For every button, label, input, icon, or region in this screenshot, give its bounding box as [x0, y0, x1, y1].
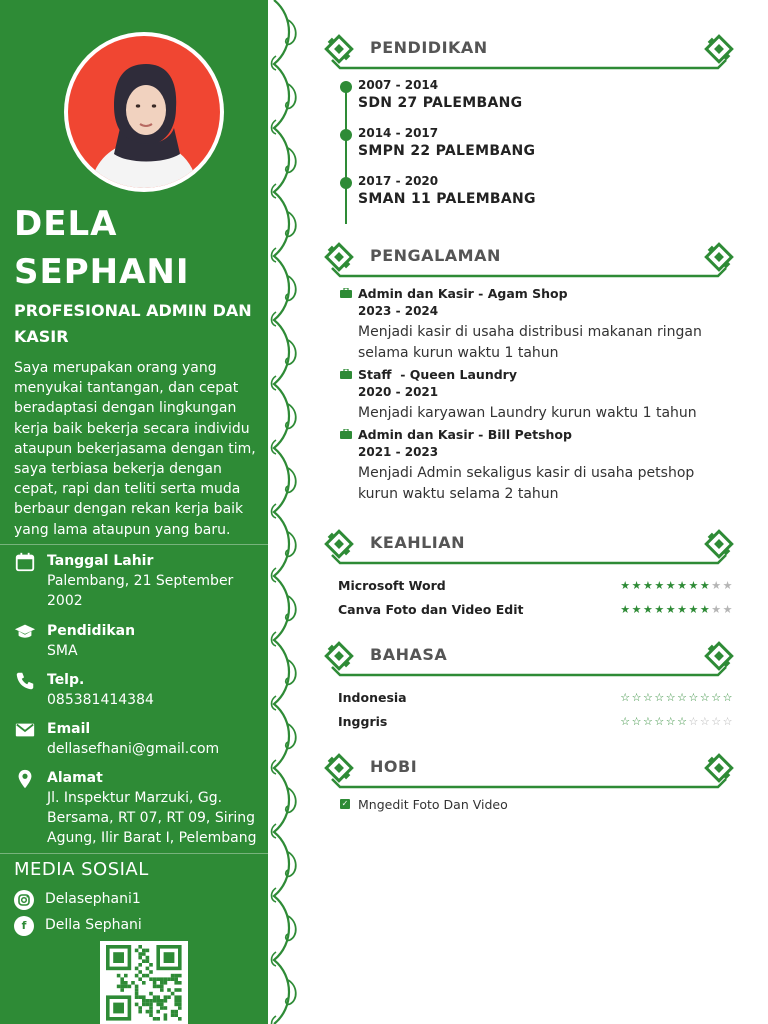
- timeline-dot: [340, 81, 352, 93]
- experience-item: [340, 427, 740, 507]
- language-rating: [620, 715, 734, 728]
- star-icon: ★: [699, 579, 712, 592]
- section-skills-header: [322, 525, 736, 569]
- star-icon: ☆: [631, 691, 643, 704]
- language-rating: [620, 691, 734, 704]
- info-address: [14, 768, 268, 850]
- instagram-handle: Delasephani1: [45, 891, 141, 907]
- hobby-item: [340, 797, 640, 813]
- qr-code: [100, 941, 188, 1024]
- full-name: [14, 200, 264, 296]
- info-label: Tanggal Lahir: [47, 553, 154, 569]
- section-title: HOBI: [370, 757, 418, 776]
- social-heading: MEDIA SOSIAL: [14, 859, 149, 880]
- education-years: 2007 - 2014: [358, 78, 439, 92]
- profile-photo: [68, 36, 220, 188]
- star-icon: ★: [688, 603, 700, 616]
- star-icon: ☆: [665, 715, 678, 728]
- star-icon: ★: [665, 603, 678, 616]
- star-icon: ☆: [643, 715, 655, 728]
- graduation-cap-icon: [14, 621, 36, 643]
- star-icon: ★: [654, 579, 666, 592]
- language-name: Inggris: [338, 714, 388, 729]
- section-title: PENGALAMAN: [370, 246, 501, 265]
- language-name: Indonesia: [338, 690, 407, 705]
- phone-icon: [14, 670, 36, 692]
- section-experience-header: [322, 238, 736, 282]
- sidebar: [0, 0, 268, 1024]
- language-row: [338, 714, 738, 732]
- instagram-icon: [14, 890, 34, 910]
- education-item: [340, 78, 720, 114]
- briefcase-icon: [340, 429, 352, 439]
- experience-role: Staff - Queen Laundry: [358, 367, 517, 382]
- star-icon: ☆: [722, 691, 734, 704]
- section-title: BAHASA: [370, 645, 448, 664]
- skill-row: [338, 578, 738, 596]
- education-years: 2014 - 2017: [358, 126, 439, 140]
- briefcase-icon: [340, 369, 352, 379]
- profile-summary: Saya merupakan orang yang menyukai tantangan, dan cepat beradaptasi dengan lingkungan kerja baik bekerja secara individu ataupun bekerjasama dengan tim, saya terbiasa bekerja dengan cepat, rapi dan teliti serta muda berbaur dengan rekan kerja baik yang lama ataupun yang baru.: [14, 360, 256, 538]
- education-school: SDN 27 PALEMBANG: [358, 95, 523, 111]
- star-icon: ☆: [654, 691, 666, 704]
- star-icon: ☆: [620, 715, 632, 728]
- section-title: KEAHLIAN: [370, 533, 466, 552]
- skill-row: [338, 602, 738, 620]
- hobby-text: Mngedit Foto Dan Video: [358, 797, 508, 812]
- star-icon: ☆: [643, 691, 655, 704]
- star-icon: ★: [631, 579, 643, 592]
- star-icon: ★: [643, 603, 655, 616]
- star-icon: ☆: [688, 691, 700, 704]
- info-value: Palembang, 21 September 2002: [47, 573, 234, 609]
- experience-years: 2020 - 2021: [358, 385, 439, 399]
- last-name: SEPHANI: [14, 252, 190, 292]
- facebook-icon: f: [14, 916, 34, 936]
- star-icon: ☆: [711, 715, 723, 728]
- star-icon: ☆: [688, 715, 700, 728]
- info-email: [14, 719, 268, 761]
- star-icon: ★: [711, 603, 723, 616]
- star-icon: ★: [620, 603, 632, 616]
- star-icon: ★: [711, 579, 723, 592]
- first-name: DELA: [14, 204, 118, 244]
- section-education-header: [322, 30, 736, 74]
- social-facebook[interactable]: [14, 916, 254, 936]
- experience-role: Admin dan Kasir - Agam Shop: [358, 286, 568, 301]
- star-icon: ☆: [620, 691, 632, 704]
- info-phone: [14, 670, 268, 712]
- divider: [0, 853, 268, 854]
- info-label: Pendidikan: [47, 623, 136, 639]
- star-icon: ☆: [665, 691, 678, 704]
- experience-item: [340, 367, 740, 425]
- skill-name: Microsoft Word: [338, 578, 446, 593]
- info-birth: [14, 551, 268, 613]
- section-hobbies-header: [322, 749, 736, 793]
- experience-description: Menjadi karyawan Laundry kurun waktu 1 tahun: [358, 405, 697, 421]
- experience-years: 2021 - 2023: [358, 445, 439, 459]
- divider: [0, 544, 268, 545]
- star-icon: ★: [643, 579, 655, 592]
- calendar-icon: [14, 551, 36, 573]
- section-title: PENDIDIKAN: [370, 38, 488, 57]
- star-icon: ☆: [699, 715, 712, 728]
- education-item: [340, 126, 720, 162]
- skill-name: Canva Foto dan Video Edit: [338, 602, 524, 617]
- social-instagram[interactable]: [14, 890, 254, 910]
- star-icon: ☆: [677, 715, 689, 728]
- info-label: Telp.: [47, 672, 85, 688]
- star-icon: ★: [699, 603, 712, 616]
- job-title: PROFESIONAL ADMIN DAN KASIR: [14, 301, 252, 346]
- checkbox-icon: ✓: [341, 799, 349, 808]
- info-value: 085381414384: [47, 692, 154, 708]
- education-years: 2017 - 2020: [358, 174, 439, 188]
- education-item: [340, 174, 720, 210]
- info-label: Email: [47, 721, 91, 737]
- star-icon: ★: [677, 579, 689, 592]
- info-value: dellasefhani@gmail.com: [47, 741, 220, 757]
- experience-description: Menjadi kasir di usaha distribusi makanan ringan selama kurun waktu 1 tahun: [358, 324, 702, 361]
- star-icon: ★: [722, 603, 734, 616]
- star-icon: ★: [722, 579, 734, 592]
- education-school: SMPN 22 PALEMBANG: [358, 143, 536, 159]
- timeline-dot: [340, 129, 352, 141]
- star-icon: ☆: [631, 715, 643, 728]
- language-row: [338, 690, 738, 708]
- info-label: Alamat: [47, 770, 103, 786]
- star-icon: ☆: [722, 715, 734, 728]
- experience-description: Menjadi Admin sekaligus kasir di usaha petshop kurun waktu selama 2 tahun: [358, 465, 695, 502]
- star-icon: ★: [620, 579, 632, 592]
- star-icon: ★: [688, 579, 700, 592]
- timeline-dot: [340, 177, 352, 189]
- briefcase-icon: [340, 288, 352, 298]
- star-icon: ★: [631, 603, 643, 616]
- experience-role: Admin dan Kasir - Bill Petshop: [358, 427, 572, 442]
- education-school: SMAN 11 PALEMBANG: [358, 191, 536, 207]
- section-languages-header: [322, 637, 736, 681]
- skill-rating: [620, 579, 734, 592]
- experience-item: [340, 286, 740, 364]
- star-icon: ★: [654, 603, 666, 616]
- skill-rating: [620, 603, 734, 616]
- info-value: SMA: [47, 643, 78, 659]
- experience-years: 2023 - 2024: [358, 304, 439, 318]
- info-education: [14, 621, 268, 663]
- mail-icon: [14, 719, 36, 741]
- star-icon: ★: [665, 579, 678, 592]
- ornament-border: [268, 0, 302, 1024]
- location-pin-icon: [14, 768, 36, 790]
- star-icon: ☆: [654, 715, 666, 728]
- star-icon: ☆: [711, 691, 723, 704]
- profile-photo-frame: [64, 32, 224, 192]
- info-value: Jl. Inspektur Marzuki, Gg. Bersama, RT 07, RT 09, Siring Agung, Ilir Barat I, Pelembang: [47, 790, 257, 846]
- star-icon: ☆: [699, 691, 712, 704]
- star-icon: ★: [677, 603, 689, 616]
- star-icon: ☆: [677, 691, 689, 704]
- facebook-handle: Della Sephani: [45, 917, 142, 933]
